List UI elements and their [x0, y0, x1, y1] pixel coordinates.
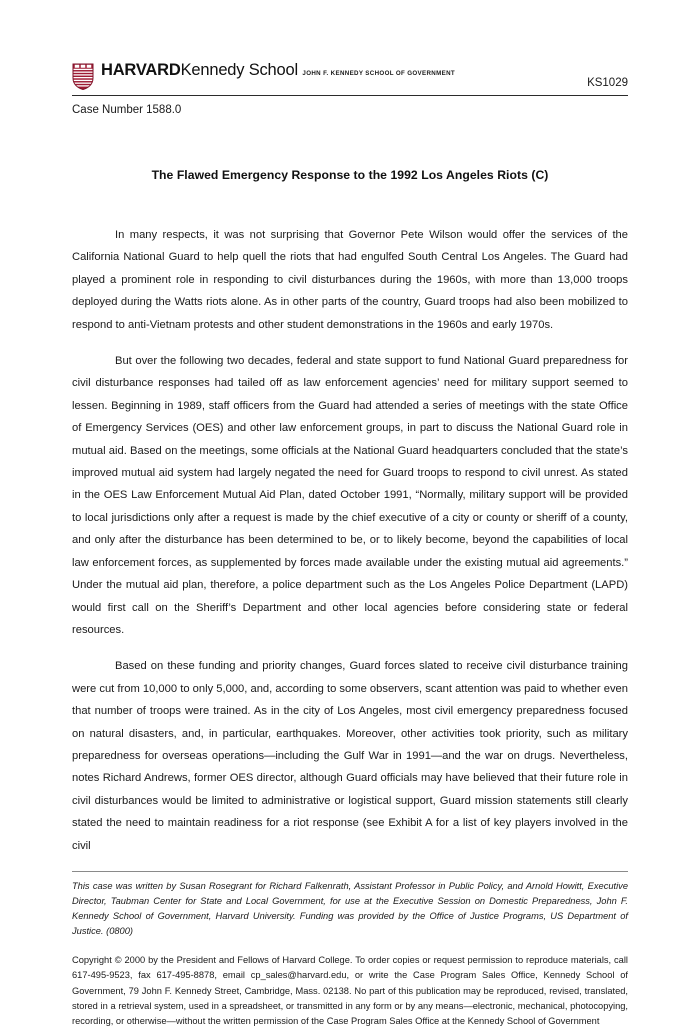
harvard-shield-icon: [72, 63, 94, 90]
body-paragraph: But over the following two decades, federal and state support to fund National Guard preparedness for civil disturbance responses had tailed off as law enforcement agencies’ need for military support seemed to lessen. Beginning in 1989, staff officers from the Guard had attended a series of meetings with the state Office of Emergency Services (OES) and other law enforcement groups, in part to discuss the National Guard role in mutual aid. Based on the meetings, some officials at the National Guard headquarters concluded that the state’s improved mutual aid system had largely negated the need for Guard troops to respond to civil unrest. As stated in the OES Law Enforcement Mutual Aid Plan, dated October 1991, “Normally, military support will be provided to local jurisdictions only after a request is made by the chief executive of a city or county or sheriff of a county, and only after the disturbance has been determined to be, or to likely become, beyond the capabilities of local law enforcement forces, as supplemented by forces made available under the existing mutual aid agreements.” Under the mutual aid plan, therefore, a police department such as the Los Angeles Police Department (LAPD) would first call on the Sheriff’s Department and other local agencies before considering state or federal resources.: [72, 355, 628, 636]
header-divider: [72, 95, 628, 96]
document-body: [72, 224, 628, 857]
body-paragraph: In many respects, it was not surprising that Governor Pete Wilson would offer the services of the California National Guard to help quell the riots that had engulfed South Central Los Angeles. The Guard had played a prominent role in responding to civil disturbances during the 1960s, with more than 13,000 troops deployed during the Watts riots alone. As in other parts of the country, Guard troops had also been mobilized to respond to anti-Vietnam protests and other student demonstrations in the 1960s and early 1970s.: [72, 229, 628, 331]
harvard-kennedy-school-logo: [72, 62, 455, 90]
brand-subtitle: JOHN F. KENNEDY SCHOOL OF GOVERNMENT: [302, 70, 456, 77]
case-number: Case Number 1588.0: [72, 104, 182, 116]
copyright-notice: Copyright © 2000 by the President and Fellows of Harvard College. To order copies or request permission to reproduce materials, call 617-495-9523, fax 617-495-8878, email cp_sales@harvard.edu, or write the Case Program Sales Office, Kennedy School of Government, 79 John F. Kennedy Street, Cambridge, Mass. 02138. No part of this publication may be reproduced, revised, translated, stored in a retrieval system, used in a spreadsheet, or transmitted in any form or by any means—electronic, mechanical, photocopying, recording, or otherwise—without the written permission of the Case Program Sales Office at the Kennedy School of Government: [72, 955, 628, 1026]
masthead: [72, 0, 628, 90]
footer-divider: [72, 871, 628, 872]
case-credit-note: This case was written by Susan Rosegrant for Richard Falkenrath, Assistant Professor in Public Policy, and Arnold Howitt, Executive Director, Taubman Center for State and Local Government, for use at the Executive Session on Domestic Preparedness, John F. Kennedy School of Government, Harvard University. Funding was provided by the Office of Justice Programs, US Department of Justice. (0800): [72, 880, 628, 937]
document-code: KS1029: [587, 77, 628, 89]
brand-kennedy-school-text: Kennedy School: [180, 61, 298, 79]
brand-wordmark: [101, 62, 455, 79]
body-paragraph: Based on these funding and priority changes, Guard forces slated to receive civil disturbance training were cut from 10,000 to only 5,000, and, according to some observers, scant attention was paid to whether even that number of troops were trained. As in the city of Los Angeles, most civil emergency preparedness focused on natural disasters, and, in particular, earthquakes. Moreover, other activities took priority, such as military preparedness for overseas operations—including the Gulf War in 1991—and the war on drugs. Nevertheless, notes Richard Andrews, former OES director, although Guard officials may have believed that their future role in civil disturbances would be limited to administrative or logistical support, Guard mission statements still clearly stated the need to maintain readiness for a riot response (see Exhibit A for a list of key players involved in the civil: [72, 660, 628, 852]
brand-wordmark-line1: [101, 61, 298, 79]
brand-harvard-text: HARVARD: [101, 61, 181, 79]
page-title: The Flawed Emergency Response to the 1992 Los Angeles Riots (C): [151, 168, 549, 182]
